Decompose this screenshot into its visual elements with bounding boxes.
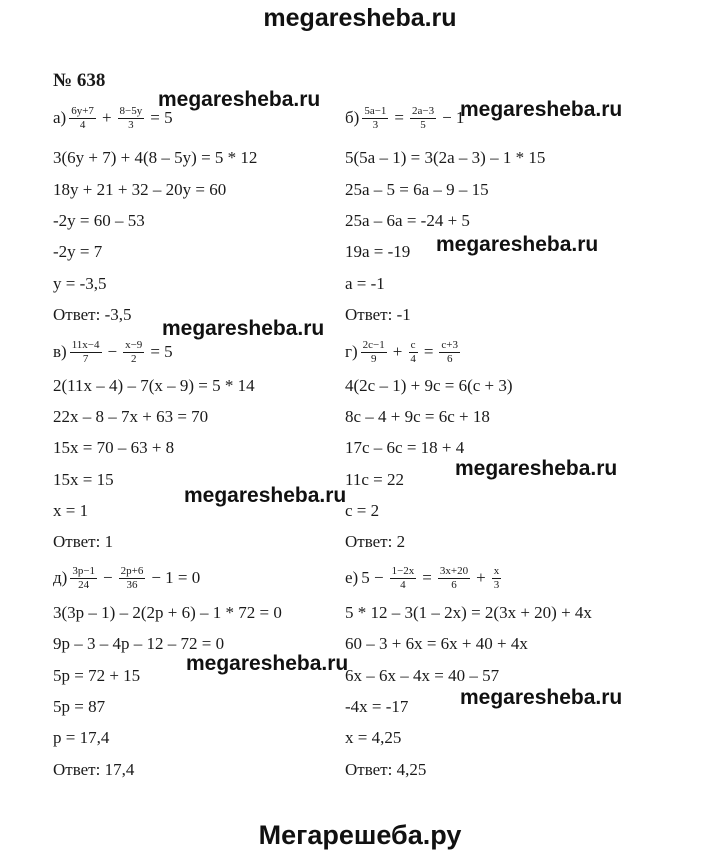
problem-g-equation: г) $\frac{2c-1}{9}$ + $\frac{c}{4}$ = $\frac{c+3}{6}$ xyxy=(345,338,459,365)
solution-line: 25a – 5 = 6a – 9 – 15 xyxy=(345,180,489,199)
fraction: $\frac{2p+6}{36}$ xyxy=(120,564,144,591)
problem-label: г) xyxy=(345,342,358,361)
fraction: $\frac{x-9}{2}$ xyxy=(125,338,143,365)
problem-v-equation: в) $\frac{11x-4}{7}$ − $\frac{x-9}{2}$ = 5 xyxy=(53,338,173,365)
problem-label: е) xyxy=(345,568,359,587)
solution-line: 17c – 6c = 18 + 4 xyxy=(345,438,465,457)
solution-line: 11c = 22 xyxy=(345,470,405,489)
watermark: megaresheba.ru xyxy=(184,484,347,507)
fraction: $\frac{3p-1}{24}$ xyxy=(72,564,96,591)
fraction: $\frac{11x-4}{7}$ xyxy=(71,338,100,365)
fraction: $\frac{6y+7}{4}$ xyxy=(71,104,94,131)
fraction: $\frac{c}{4}$ xyxy=(410,338,416,365)
solution-line: -4x = -17 xyxy=(345,697,409,716)
solution-line: 9p – 3 – 4p – 12 – 72 = 0 xyxy=(53,634,225,653)
solution-line: 22x – 8 – 7x + 63 = 70 xyxy=(53,407,209,426)
answer-line: Ответ: -3,5 xyxy=(53,305,132,324)
solution-line: 6x – 6x – 4x = 40 – 57 xyxy=(345,666,500,685)
watermark: megaresheba.ru xyxy=(436,233,599,256)
solution-line: 19a = -19 xyxy=(345,242,411,261)
solution-line: y = -3,5 xyxy=(53,274,107,293)
solution-line: a = -1 xyxy=(345,274,385,293)
watermark: megaresheba.ru xyxy=(162,317,325,340)
watermark: megaresheba.ru xyxy=(158,88,321,111)
problem-label: а) xyxy=(53,108,67,127)
watermark: megaresheba.ru xyxy=(455,457,618,480)
fraction: $\frac{5a-1}{3}$ xyxy=(364,104,387,131)
answer-line: Ответ: 2 xyxy=(345,532,406,551)
solution-line: -2y = 60 – 53 xyxy=(53,211,145,230)
watermark: megaresheba.ru xyxy=(186,652,349,675)
solution-line: c = 2 xyxy=(345,501,380,520)
answer-line: Ответ: 1 xyxy=(53,532,114,551)
solution-line: x = 4,25 xyxy=(345,728,402,747)
solution-line: 25a – 6a = -24 + 5 xyxy=(345,211,470,230)
fraction: $\frac{2c-1}{9}$ xyxy=(362,338,385,365)
solution-line: 15x = 15 xyxy=(53,470,114,489)
watermark: megaresheba.ru xyxy=(460,686,623,709)
solution-line: 5(5a – 1) = 3(2a – 3) – 1 * 15 xyxy=(345,148,546,167)
fraction: $\frac{c+3}{6}$ xyxy=(441,338,459,365)
solution-line: 5 * 12 – 3(1 – 2x) = 2(3x + 20) + 4x xyxy=(345,603,592,622)
solution-line: 2(11x – 4) – 7(x – 9) = 5 * 14 xyxy=(53,376,255,395)
problem-b-equation: б) $\frac{5a-1}{3}$ = $\frac{2a-3}{5}$ − 1 xyxy=(345,104,465,131)
solution-line: 60 – 3 + 6x = 6x + 40 + 4x xyxy=(345,634,528,653)
answer-line: Ответ: -1 xyxy=(345,305,411,324)
problem-label: д) xyxy=(53,568,68,587)
site-footer: Мегарешеба.ру xyxy=(258,820,462,850)
solution-line: 4(2c – 1) + 9c = 6(c + 3) xyxy=(345,376,513,395)
fraction: $\frac{3x+20}{6}$ xyxy=(439,564,469,591)
answer-line: Ответ: 17,4 xyxy=(53,760,135,779)
solution-line: 15x = 70 – 63 + 8 xyxy=(53,438,175,457)
fraction: $\frac{x}{3}$ xyxy=(493,564,500,591)
problem-a-equation: а) $\frac{6y+7}{4}$ + $\frac{8-5y}{3}$ = 5 xyxy=(53,104,173,131)
solution-line: x = 1 xyxy=(53,501,89,520)
problem-e-equation: е) 5 − $\frac{1-2x}{4}$ = $\frac{3x+20}{6}$ + $\frac{x}{3}$ xyxy=(345,564,500,591)
problem-label: б) xyxy=(345,108,360,127)
solution-line: p = 17,4 xyxy=(53,728,110,747)
task-number: № 638 xyxy=(53,70,106,91)
fraction: $\frac{2a-3}{5}$ xyxy=(412,104,435,131)
answer-line: Ответ: 4,25 xyxy=(345,760,427,779)
solution-line: 18y + 21 + 32 – 20y = 60 xyxy=(53,180,227,199)
solution-line: -2y = 7 xyxy=(53,242,103,261)
solution-line: 3(3p – 1) – 2(2p + 6) – 1 * 72 = 0 xyxy=(53,603,282,622)
fraction: $\frac{8-5y}{3}$ xyxy=(119,104,143,131)
solution-line: 3(6y + 7) + 4(8 – 5y) = 5 * 12 xyxy=(53,148,258,167)
fraction: $\frac{1-2x}{4}$ xyxy=(391,564,415,591)
watermark: megaresheba.ru xyxy=(460,98,623,121)
site-header: megaresheba.ru xyxy=(263,4,457,32)
problem-label: в) xyxy=(53,342,67,361)
solution-line: 5p = 87 xyxy=(53,697,106,716)
problem-d-equation: д) $\frac{3p-1}{24}$ − $\frac{2p+6}{36}$ − 1 = 0 xyxy=(53,564,201,591)
solution-line: 8c – 4 + 9c = 6c + 18 xyxy=(345,407,490,426)
solution-line: 5p = 72 + 15 xyxy=(53,666,141,685)
